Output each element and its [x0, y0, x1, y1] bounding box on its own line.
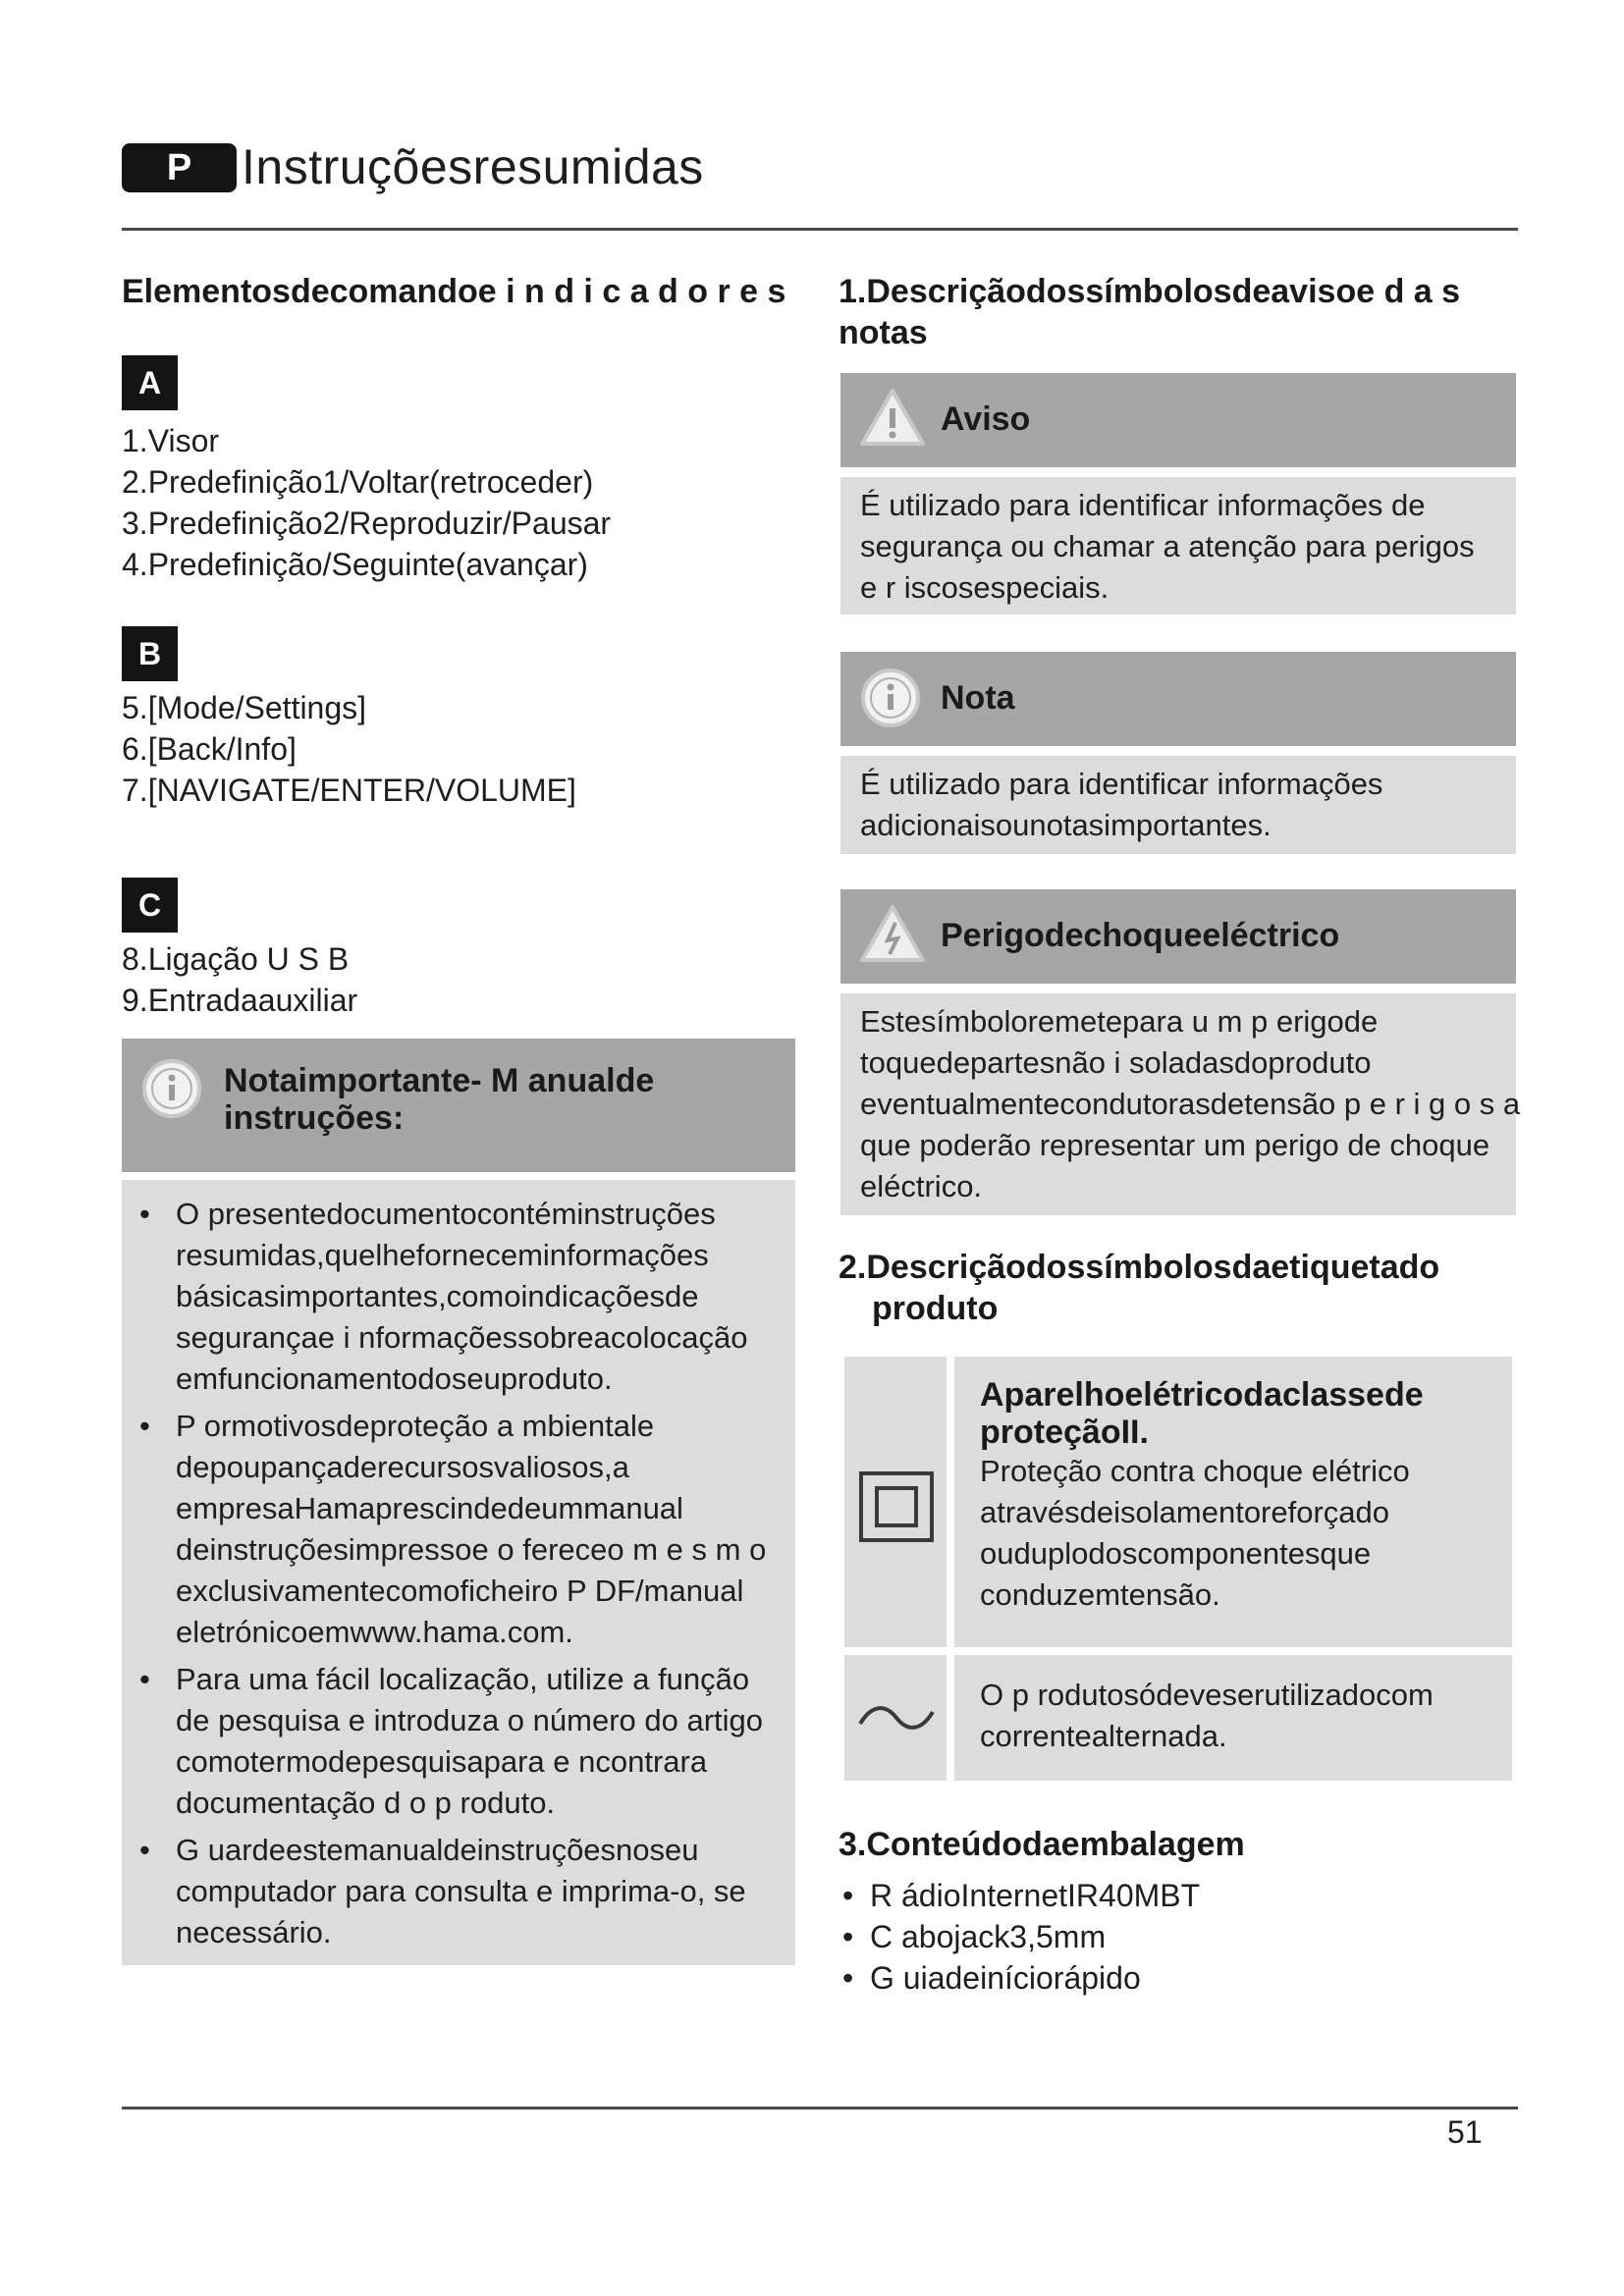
ac-description-cell: O p rodutosódeveserutilizadocom correntealternada.	[954, 1655, 1512, 1781]
group-b-letter: B	[122, 626, 178, 681]
group-a-list	[122, 420, 611, 585]
list-item: 1.Visor	[122, 423, 220, 458]
shock-box-header	[840, 889, 1516, 984]
header-rule	[122, 228, 1518, 231]
warning-box-header	[840, 373, 1516, 467]
list-item: • G uardeestemanualdeinstruçõesnoseu computador para consulta e imprima-o, se necessário.	[122, 1830, 795, 1953]
info-icon	[860, 667, 921, 733]
group-a-letter: A	[122, 355, 178, 410]
note-box-body: É utilizado para identificar informações adicionaisounotasimportantes.	[840, 756, 1516, 854]
page-title: Instruçõesresumidas	[242, 139, 704, 194]
class-ii-icon-cell	[844, 1357, 947, 1647]
class-ii-double-square-icon	[858, 1470, 935, 1548]
warning-title: Aviso	[941, 400, 1031, 438]
language-badge: P	[122, 143, 237, 192]
group-c-list	[122, 938, 357, 1021]
list-item: • R ádioInternetIR40MBT	[840, 1875, 1200, 1916]
info-icon	[141, 1058, 202, 1124]
controls-heading: Elementosdecomandoe i n d i c a d o r e s	[122, 273, 786, 310]
list-item: • C abojack3,5mm	[840, 1916, 1200, 1957]
list-item: 6.[Back/Info]	[122, 731, 297, 767]
note-title: Nota	[941, 679, 1015, 717]
important-note-title: Notaimportante- M anualde	[224, 1062, 655, 1099]
alternating-current-icon	[856, 1698, 937, 1742]
list-item: 2.Predefinição1/Voltar(retroceder)	[122, 464, 594, 500]
page-number: 51	[1447, 2114, 1483, 2150]
list-item: 8.Ligação U S B	[122, 941, 350, 977]
list-item: • P ormotivosdeproteção a mbientale depoupançaderecursosvaliosos,a empresaHamaprescindedeummanual deinstruçõesimpressoe o fereceo m e s m o exclusivamentecomoficheiro P DF/manual eletrónicoemwww.hama.com.	[122, 1406, 795, 1653]
ac-icon-cell	[844, 1655, 947, 1781]
important-note-header	[122, 1039, 795, 1172]
label-symbols-heading: 2.Descriçãodossímbolosdaetiquetado produto	[839, 1249, 1440, 1327]
list-item: • G uiadeiníciorápido	[840, 1957, 1200, 1999]
class-ii-title: Aparelhoelétricodaclassede	[980, 1376, 1424, 1414]
footer-rule	[122, 2107, 1518, 2109]
warning-icon	[858, 387, 927, 453]
warning-box-body: É utilizado para identificar informações de segurança ou chamar a atenção para perigos e r iscosespeciais.	[840, 477, 1516, 614]
group-c-letter: C	[122, 878, 178, 933]
group-b-list	[122, 687, 576, 811]
shock-box-body: Estesímboloremetepara u m p erigode toquedepartesnão i soladasdoproduto eventualmentecondutorasdetensão p e r i g o s a que poderão representar um perigo de choque eléctrico.	[840, 993, 1516, 1215]
important-note-body	[122, 1180, 795, 1965]
list-item: 3.Predefinição2/Reproduzir/Pausar	[122, 506, 612, 541]
list-item: 9.Entradaauxiliar	[122, 983, 358, 1018]
list-item: 7.[NAVIGATE/ENTER/VOLUME]	[122, 773, 576, 808]
shock-title: Perigodechoqueeléctrico	[941, 917, 1340, 954]
list-item: • O presentedocumentocontéminstruções resumidas,quelheforneceminformações básicasimportantes,comoindicaçõesde segurançae i nformaçõessobreacolocação emfuncionamentodoseuproduto.	[122, 1194, 795, 1400]
list-item: • Para uma fácil localização, utilize a função de pesquisa e introduza o número do artigo comotermodepesquisapara e ncontrara documentação d o p roduto.	[122, 1659, 795, 1824]
important-note-title-line2: instruções:	[224, 1099, 405, 1137]
list-item: 4.Predefinição/Seguinte(avançar)	[122, 547, 588, 582]
list-item: 5.[Mode/Settings]	[122, 690, 367, 725]
electric-shock-icon	[858, 903, 927, 969]
package-contents-list	[840, 1875, 1200, 1999]
warning-symbols-heading: 1.Descriçãodossímbolosdeavisoe d a s notas	[839, 273, 1461, 351]
package-contents-heading: 3.Conteúdodaembalagem	[839, 1826, 1245, 1863]
note-box-header	[840, 652, 1516, 746]
class-ii-description-cell: Aparelhoelétricodaclassede proteçãoII. Proteção contra choque elétrico atravésdeisolamentoreforçado ouduplodoscomponentesque conduzemtensão.	[954, 1357, 1512, 1647]
